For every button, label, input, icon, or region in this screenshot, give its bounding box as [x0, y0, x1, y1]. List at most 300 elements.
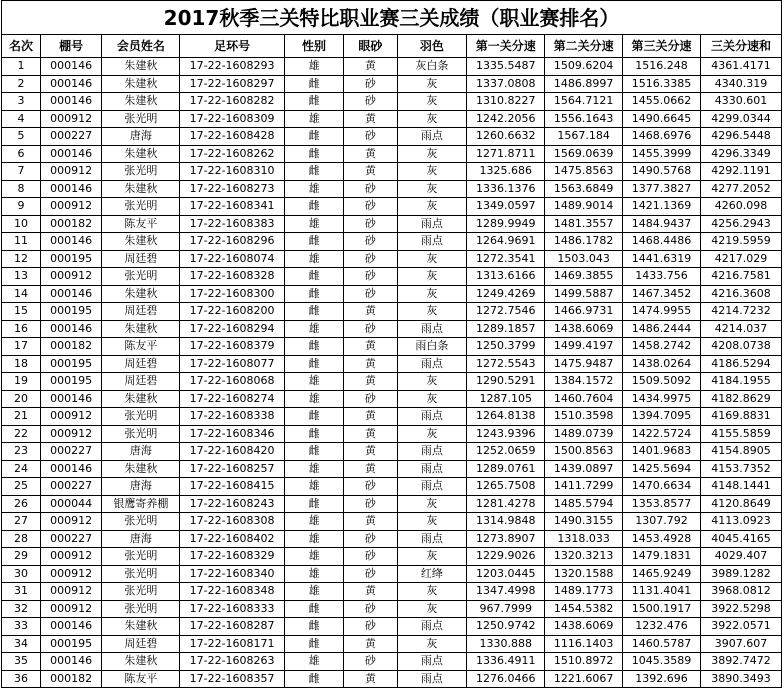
- table-row: [2, 408, 782, 426]
- cell-stage3-speed: 1422.5724: [623, 425, 701, 443]
- cell-member-name: 周廷碧: [102, 303, 180, 321]
- cell-pen-no: 000195: [40, 250, 101, 268]
- cell-rank: 32: [2, 600, 41, 618]
- cell-pen-no: 000912: [40, 425, 101, 443]
- cell-feather-color: 灰: [397, 635, 467, 653]
- table-row: [2, 303, 782, 321]
- table-row: [2, 460, 782, 478]
- cell-stage2-speed: 1500.8563: [545, 443, 623, 461]
- cell-ring-no: 17-22-1608328: [180, 268, 285, 286]
- cell-feather-color: 雨点: [397, 443, 467, 461]
- cell-sex: 雄: [284, 58, 343, 76]
- sheet-title: 2017秋季三关特比职业赛三关成绩（职业赛排名）: [1, 0, 782, 34]
- table-row: [2, 338, 782, 356]
- cell-eye-sand: 砂: [344, 180, 397, 198]
- cell-pen-no: 000146: [40, 460, 101, 478]
- cell-sex: 雌: [284, 670, 343, 688]
- cell-pen-no: 000182: [40, 215, 101, 233]
- cell-stage2-speed: 1486.8997: [545, 75, 623, 93]
- cell-feather-color: 雨点: [397, 460, 467, 478]
- cell-eye-sand: 黄: [344, 58, 397, 76]
- cell-stage3-speed: 1484.9437: [623, 215, 701, 233]
- cell-rank: 23: [2, 443, 41, 461]
- cell-feather-color: 灰: [397, 303, 467, 321]
- cell-sex: 雌: [284, 443, 343, 461]
- cell-rank: 34: [2, 635, 41, 653]
- table-row: [2, 198, 782, 216]
- cell-sex: 雌: [284, 145, 343, 163]
- cell-ring-no: 17-22-1608077: [180, 355, 285, 373]
- cell-total-speed: 4214.037: [700, 320, 781, 338]
- table-row: [2, 215, 782, 233]
- spreadsheet: [1, 0, 782, 688]
- cell-stage2-speed: 1439.0897: [545, 460, 623, 478]
- cell-total-speed: 4154.8905: [700, 443, 781, 461]
- cell-ring-no: 17-22-1608262: [180, 145, 285, 163]
- cell-eye-sand: 黄: [344, 163, 397, 181]
- cell-stage3-speed: 1516.3385: [623, 75, 701, 93]
- cell-rank: 7: [2, 163, 41, 181]
- column-header-member-name: 会员姓名: [102, 35, 180, 58]
- cell-ring-no: 17-22-1608293: [180, 58, 285, 76]
- cell-pen-no: 000912: [40, 163, 101, 181]
- cell-stage2-speed: 1221.6067: [545, 670, 623, 688]
- cell-sex: 雄: [284, 513, 343, 531]
- cell-member-name: 张光明: [102, 268, 180, 286]
- cell-rank: 21: [2, 408, 41, 426]
- cell-ring-no: 17-22-1608340: [180, 565, 285, 583]
- column-header-feather-color: 羽色: [397, 35, 467, 58]
- column-header-stage3-speed: 第三关分速: [623, 35, 701, 58]
- cell-pen-no: 000227: [40, 530, 101, 548]
- cell-stage1-speed: 1250.3799: [467, 338, 545, 356]
- cell-ring-no: 17-22-1608428: [180, 128, 285, 146]
- cell-stage3-speed: 1434.9975: [623, 390, 701, 408]
- cell-feather-color: 灰: [397, 145, 467, 163]
- cell-pen-no: 000044: [40, 495, 101, 513]
- cell-stage3-speed: 1490.6645: [623, 110, 701, 128]
- cell-ring-no: 17-22-1608300: [180, 285, 285, 303]
- cell-eye-sand: 黄: [344, 145, 397, 163]
- cell-stage1-speed: 1336.1376: [467, 180, 545, 198]
- cell-sex: 雌: [284, 163, 343, 181]
- cell-stage3-speed: 1460.5787: [623, 635, 701, 653]
- cell-feather-color: 雨点: [397, 653, 467, 671]
- cell-pen-no: 000912: [40, 565, 101, 583]
- cell-stage3-speed: 1433.756: [623, 268, 701, 286]
- cell-sex: 雄: [284, 110, 343, 128]
- cell-eye-sand: 砂: [344, 320, 397, 338]
- cell-pen-no: 000912: [40, 110, 101, 128]
- cell-stage2-speed: 1481.3557: [545, 215, 623, 233]
- cell-stage1-speed: 1252.0659: [467, 443, 545, 461]
- cell-eye-sand: 黄: [344, 110, 397, 128]
- cell-feather-color: 雨点: [397, 670, 467, 688]
- cell-total-speed: 4296.3349: [700, 145, 781, 163]
- cell-pen-no: 000146: [40, 233, 101, 251]
- cell-pen-no: 000195: [40, 303, 101, 321]
- cell-ring-no: 17-22-1608257: [180, 460, 285, 478]
- cell-total-speed: 4029.407: [700, 548, 781, 566]
- cell-stage2-speed: 1116.1403: [545, 635, 623, 653]
- cell-sex: 雌: [284, 495, 343, 513]
- table-row: [2, 93, 782, 111]
- cell-rank: 22: [2, 425, 41, 443]
- cell-feather-color: 灰: [397, 163, 467, 181]
- table-row: [2, 618, 782, 636]
- cell-member-name: 周廷碧: [102, 355, 180, 373]
- cell-pen-no: 000912: [40, 198, 101, 216]
- cell-stage3-speed: 1455.3999: [623, 145, 701, 163]
- cell-stage2-speed: 1320.1588: [545, 565, 623, 583]
- cell-feather-color: 灰: [397, 600, 467, 618]
- cell-rank: 8: [2, 180, 41, 198]
- cell-sex: 雌: [284, 233, 343, 251]
- cell-stage3-speed: 1465.9249: [623, 565, 701, 583]
- cell-total-speed: 4113.0923: [700, 513, 781, 531]
- cell-feather-color: 雨白条: [397, 338, 467, 356]
- cell-feather-color: 雨点: [397, 320, 467, 338]
- cell-member-name: 朱建秋: [102, 145, 180, 163]
- cell-stage2-speed: 1509.6204: [545, 58, 623, 76]
- cell-pen-no: 000227: [40, 478, 101, 496]
- cell-pen-no: 000182: [40, 338, 101, 356]
- cell-stage2-speed: 1499.4197: [545, 338, 623, 356]
- cell-sex: 雄: [284, 583, 343, 601]
- cell-sex: 雌: [284, 285, 343, 303]
- cell-total-speed: 3892.7472: [700, 653, 781, 671]
- cell-eye-sand: 砂: [344, 198, 397, 216]
- cell-eye-sand: 砂: [344, 75, 397, 93]
- cell-stage2-speed: 1489.1773: [545, 583, 623, 601]
- cell-stage1-speed: 1249.4269: [467, 285, 545, 303]
- column-header-total-speed: 三关分速和: [700, 35, 781, 58]
- cell-stage3-speed: 1470.6634: [623, 478, 701, 496]
- cell-stage1-speed: 1203.0445: [467, 565, 545, 583]
- cell-rank: 26: [2, 495, 41, 513]
- cell-eye-sand: 砂: [344, 250, 397, 268]
- cell-sex: 雌: [284, 303, 343, 321]
- cell-total-speed: 4045.4165: [700, 530, 781, 548]
- cell-pen-no: 000146: [40, 93, 101, 111]
- table-row: [2, 268, 782, 286]
- cell-stage1-speed: 1272.5543: [467, 355, 545, 373]
- cell-sex: 雌: [284, 635, 343, 653]
- cell-ring-no: 17-22-1608296: [180, 233, 285, 251]
- cell-stage3-speed: 1377.3827: [623, 180, 701, 198]
- cell-member-name: 张光明: [102, 513, 180, 531]
- cell-eye-sand: 黄: [344, 443, 397, 461]
- cell-member-name: 陈友平: [102, 215, 180, 233]
- cell-stage1-speed: 1289.9949: [467, 215, 545, 233]
- cell-feather-color: 灰: [397, 75, 467, 93]
- cell-stage1-speed: 1349.0597: [467, 198, 545, 216]
- cell-rank: 15: [2, 303, 41, 321]
- cell-stage2-speed: 1567.184: [545, 128, 623, 146]
- cell-total-speed: 4216.7581: [700, 268, 781, 286]
- table-row: [2, 548, 782, 566]
- cell-eye-sand: 黄: [344, 513, 397, 531]
- cell-pen-no: 000182: [40, 670, 101, 688]
- cell-feather-color: 灰: [397, 513, 467, 531]
- cell-stage3-speed: 1045.3589: [623, 653, 701, 671]
- cell-total-speed: 4216.3608: [700, 285, 781, 303]
- cell-sex: 雌: [284, 355, 343, 373]
- cell-ring-no: 17-22-1608282: [180, 93, 285, 111]
- cell-stage1-speed: 1264.9691: [467, 233, 545, 251]
- cell-stage1-speed: 1242.2056: [467, 110, 545, 128]
- table-row: [2, 320, 782, 338]
- cell-stage2-speed: 1320.3213: [545, 548, 623, 566]
- cell-feather-color: 灰: [397, 425, 467, 443]
- column-header-stage2-speed: 第二关分速: [545, 35, 623, 58]
- cell-eye-sand: 黄: [344, 355, 397, 373]
- cell-total-speed: 4260.098: [700, 198, 781, 216]
- table-row: [2, 600, 782, 618]
- cell-rank: 36: [2, 670, 41, 688]
- cell-stage2-speed: 1475.9487: [545, 355, 623, 373]
- cell-pen-no: 000146: [40, 618, 101, 636]
- cell-total-speed: 4148.1441: [700, 478, 781, 496]
- cell-sex: 雌: [284, 268, 343, 286]
- cell-sex: 雄: [284, 390, 343, 408]
- cell-rank: 12: [2, 250, 41, 268]
- cell-stage1-speed: 1337.0808: [467, 75, 545, 93]
- cell-stage1-speed: 1330.888: [467, 635, 545, 653]
- cell-member-name: 朱建秋: [102, 93, 180, 111]
- table-row: [2, 513, 782, 531]
- cell-pen-no: 000146: [40, 180, 101, 198]
- cell-stage3-speed: 1441.6319: [623, 250, 701, 268]
- cell-stage1-speed: 1336.4911: [467, 653, 545, 671]
- cell-stage3-speed: 1474.9955: [623, 303, 701, 321]
- cell-stage3-speed: 1455.0662: [623, 93, 701, 111]
- cell-total-speed: 4182.8629: [700, 390, 781, 408]
- cell-feather-color: 雨点: [397, 408, 467, 426]
- cell-total-speed: 4169.8831: [700, 408, 781, 426]
- table-row: [2, 478, 782, 496]
- cell-stage1-speed: 1325.686: [467, 163, 545, 181]
- cell-stage1-speed: 1313.6166: [467, 268, 545, 286]
- cell-stage3-speed: 1486.2444: [623, 320, 701, 338]
- cell-feather-color: 灰: [397, 93, 467, 111]
- cell-pen-no: 000195: [40, 355, 101, 373]
- cell-member-name: 唐海: [102, 478, 180, 496]
- cell-stage2-speed: 1569.0639: [545, 145, 623, 163]
- cell-stage2-speed: 1563.6849: [545, 180, 623, 198]
- cell-stage1-speed: 1287.105: [467, 390, 545, 408]
- cell-stage2-speed: 1503.043: [545, 250, 623, 268]
- results-table: [1, 34, 782, 688]
- cell-stage3-speed: 1131.4041: [623, 583, 701, 601]
- cell-stage3-speed: 1425.5694: [623, 460, 701, 478]
- cell-member-name: 周廷碧: [102, 250, 180, 268]
- cell-eye-sand: 黄: [344, 460, 397, 478]
- cell-total-speed: 4153.7352: [700, 460, 781, 478]
- cell-member-name: 周廷碧: [102, 635, 180, 653]
- cell-eye-sand: 砂: [344, 495, 397, 513]
- cell-member-name: 张光明: [102, 198, 180, 216]
- cell-total-speed: 4219.5959: [700, 233, 781, 251]
- cell-sex: 雌: [284, 93, 343, 111]
- cell-rank: 29: [2, 548, 41, 566]
- cell-stage1-speed: 1314.9848: [467, 513, 545, 531]
- cell-total-speed: 4361.4171: [700, 58, 781, 76]
- cell-sex: 雄: [284, 250, 343, 268]
- cell-ring-no: 17-22-1608274: [180, 390, 285, 408]
- cell-total-speed: 4340.319: [700, 75, 781, 93]
- cell-eye-sand: 砂: [344, 653, 397, 671]
- table-row: [2, 443, 782, 461]
- cell-feather-color: 灰: [397, 110, 467, 128]
- cell-eye-sand: 黄: [344, 338, 397, 356]
- cell-feather-color: 灰: [397, 373, 467, 391]
- cell-eye-sand: 黄: [344, 425, 397, 443]
- cell-ring-no: 17-22-1608068: [180, 373, 285, 391]
- cell-member-name: 朱建秋: [102, 618, 180, 636]
- cell-pen-no: 000912: [40, 583, 101, 601]
- cell-stage2-speed: 1438.6069: [545, 618, 623, 636]
- cell-sex: 雄: [284, 460, 343, 478]
- cell-feather-color: 雨点: [397, 478, 467, 496]
- cell-ring-no: 17-22-1608383: [180, 215, 285, 233]
- table-row: [2, 530, 782, 548]
- column-header-stage1-speed: 第一关分速: [467, 35, 545, 58]
- cell-stage2-speed: 1510.8972: [545, 653, 623, 671]
- cell-member-name: 朱建秋: [102, 58, 180, 76]
- cell-eye-sand: 砂: [344, 565, 397, 583]
- cell-sex: 雌: [284, 618, 343, 636]
- cell-eye-sand: 黄: [344, 408, 397, 426]
- header-row: [2, 35, 782, 58]
- cell-stage3-speed: 1453.4928: [623, 530, 701, 548]
- cell-total-speed: 4155.5859: [700, 425, 781, 443]
- cell-stage1-speed: 1290.5291: [467, 373, 545, 391]
- cell-sex: 雄: [284, 215, 343, 233]
- cell-pen-no: 000912: [40, 548, 101, 566]
- cell-total-speed: 4330.601: [700, 93, 781, 111]
- cell-member-name: 唐海: [102, 443, 180, 461]
- cell-stage3-speed: 1307.792: [623, 513, 701, 531]
- table-body: [2, 58, 782, 688]
- cell-stage2-speed: 1466.9731: [545, 303, 623, 321]
- cell-rank: 35: [2, 653, 41, 671]
- cell-member-name: 朱建秋: [102, 285, 180, 303]
- cell-pen-no: 000195: [40, 635, 101, 653]
- table-row: [2, 250, 782, 268]
- cell-member-name: 陈友平: [102, 338, 180, 356]
- cell-feather-color: 灰: [397, 390, 467, 408]
- cell-rank: 13: [2, 268, 41, 286]
- cell-stage3-speed: 1438.0264: [623, 355, 701, 373]
- cell-eye-sand: 砂: [344, 215, 397, 233]
- cell-sex: 雄: [284, 653, 343, 671]
- cell-member-name: 张光明: [102, 408, 180, 426]
- cell-member-name: 朱建秋: [102, 460, 180, 478]
- cell-stage1-speed: 1347.4998: [467, 583, 545, 601]
- cell-sex: 雄: [284, 478, 343, 496]
- cell-stage1-speed: 1272.3541: [467, 250, 545, 268]
- cell-rank: 6: [2, 145, 41, 163]
- table-row: [2, 285, 782, 303]
- cell-rank: 31: [2, 583, 41, 601]
- cell-rank: 30: [2, 565, 41, 583]
- cell-stage2-speed: 1489.0739: [545, 425, 623, 443]
- cell-sex: 雄: [284, 530, 343, 548]
- cell-rank: 5: [2, 128, 41, 146]
- cell-ring-no: 17-22-1608171: [180, 635, 285, 653]
- cell-stage3-speed: 1353.8577: [623, 495, 701, 513]
- cell-feather-color: 雨点: [397, 215, 467, 233]
- cell-stage1-speed: 1265.7508: [467, 478, 545, 496]
- cell-total-speed: 4120.8649: [700, 495, 781, 513]
- table-row: [2, 373, 782, 391]
- cell-stage3-speed: 1468.4486: [623, 233, 701, 251]
- table-row: [2, 565, 782, 583]
- cell-stage3-speed: 1500.1917: [623, 600, 701, 618]
- cell-stage2-speed: 1438.6069: [545, 320, 623, 338]
- cell-ring-no: 17-22-1608348: [180, 583, 285, 601]
- cell-rank: 4: [2, 110, 41, 128]
- cell-eye-sand: 黄: [344, 373, 397, 391]
- table-row: [2, 495, 782, 513]
- cell-stage3-speed: 1401.9683: [623, 443, 701, 461]
- cell-total-speed: 3907.607: [700, 635, 781, 653]
- column-header-sex: 性别: [284, 35, 343, 58]
- cell-ring-no: 17-22-1608294: [180, 320, 285, 338]
- cell-stage1-speed: 1289.0761: [467, 460, 545, 478]
- cell-feather-color: 雨点: [397, 618, 467, 636]
- cell-ring-no: 17-22-1608341: [180, 198, 285, 216]
- cell-member-name: 朱建秋: [102, 180, 180, 198]
- cell-pen-no: 000146: [40, 75, 101, 93]
- column-header-pen-no: 棚号: [40, 35, 101, 58]
- cell-eye-sand: 砂: [344, 478, 397, 496]
- cell-total-speed: 3989.1282: [700, 565, 781, 583]
- cell-stage2-speed: 1384.1572: [545, 373, 623, 391]
- cell-stage3-speed: 1509.5092: [623, 373, 701, 391]
- cell-rank: 33: [2, 618, 41, 636]
- cell-total-speed: 4299.0344: [700, 110, 781, 128]
- cell-stage3-speed: 1467.3452: [623, 285, 701, 303]
- cell-feather-color: 灰: [397, 583, 467, 601]
- cell-rank: 18: [2, 355, 41, 373]
- cell-eye-sand: 黄: [344, 583, 397, 601]
- cell-pen-no: 000912: [40, 600, 101, 618]
- cell-member-name: 银鹰寄养棚: [102, 495, 180, 513]
- cell-ring-no: 17-22-1608338: [180, 408, 285, 426]
- cell-stage3-speed: 1490.5768: [623, 163, 701, 181]
- cell-eye-sand: 砂: [344, 93, 397, 111]
- cell-stage2-speed: 1475.8563: [545, 163, 623, 181]
- cell-stage3-speed: 1479.1831: [623, 548, 701, 566]
- cell-member-name: 唐海: [102, 128, 180, 146]
- cell-rank: 9: [2, 198, 41, 216]
- cell-stage1-speed: 1276.0466: [467, 670, 545, 688]
- cell-ring-no: 17-22-1608346: [180, 425, 285, 443]
- table-row: [2, 583, 782, 601]
- cell-sex: 雌: [284, 408, 343, 426]
- cell-total-speed: 3922.5298: [700, 600, 781, 618]
- cell-stage3-speed: 1392.696: [623, 670, 701, 688]
- cell-eye-sand: 黄: [344, 635, 397, 653]
- cell-feather-color: 雨点: [397, 530, 467, 548]
- table-row: [2, 128, 782, 146]
- cell-stage2-speed: 1318.033: [545, 530, 623, 548]
- table-row: [2, 180, 782, 198]
- cell-ring-no: 17-22-1608415: [180, 478, 285, 496]
- cell-rank: 1: [2, 58, 41, 76]
